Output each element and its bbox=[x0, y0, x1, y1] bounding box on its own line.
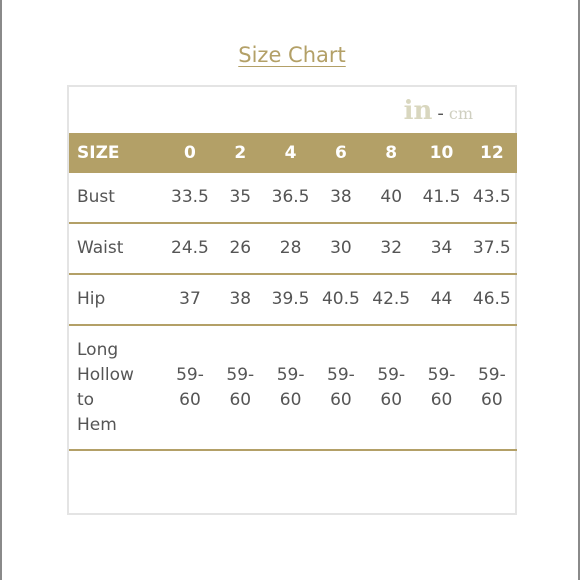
table-cell: 37.5 bbox=[472, 238, 511, 258]
table-cell bbox=[416, 363, 466, 413]
table-row-waist bbox=[69, 224, 517, 275]
table-cell: 40 bbox=[380, 187, 403, 207]
table-cell: 41.5 bbox=[422, 187, 461, 207]
header-size-label: SIZE bbox=[77, 142, 120, 163]
cell-line: 59- bbox=[427, 364, 456, 385]
table-cell: 43.5 bbox=[472, 187, 511, 207]
cell-line: 60 bbox=[430, 389, 453, 410]
size-chart-card bbox=[67, 85, 517, 515]
row-label: Bust bbox=[77, 187, 115, 207]
table-row-bust bbox=[69, 173, 517, 224]
table-cell: 33.5 bbox=[171, 187, 209, 207]
header-size-cell: 10 bbox=[429, 142, 454, 163]
table-cell bbox=[366, 363, 416, 413]
table-cell: 36.5 bbox=[271, 187, 310, 207]
table-header-row bbox=[69, 133, 517, 173]
row-label-line: Long bbox=[77, 339, 119, 360]
table-cell: 38 bbox=[229, 289, 252, 309]
table-cell: 30 bbox=[330, 238, 352, 258]
table-cell: 34 bbox=[430, 238, 453, 258]
table-cell bbox=[316, 363, 366, 413]
size-chart-title-link[interactable]: Size Chart bbox=[238, 43, 346, 67]
table-cell: 40.5 bbox=[321, 289, 360, 309]
cell-line: 59- bbox=[377, 364, 406, 385]
header-size-cell: 0 bbox=[184, 142, 196, 163]
cell-line: 60 bbox=[330, 389, 352, 410]
table-cell: 32 bbox=[380, 238, 403, 258]
table-row-long-hollow-to-hem bbox=[69, 326, 517, 451]
cell-line: 60 bbox=[279, 389, 302, 410]
cell-line: 59- bbox=[176, 364, 204, 385]
row-label-line: Hollow bbox=[77, 364, 134, 385]
table-cell bbox=[165, 363, 215, 413]
table-cell: 28 bbox=[279, 238, 302, 258]
table-cell: 42.5 bbox=[372, 289, 411, 309]
table-cell: 35 bbox=[229, 187, 252, 207]
row-label-line: Hem bbox=[77, 414, 117, 435]
unit-separator: - bbox=[437, 103, 444, 124]
table-cell: 24.5 bbox=[171, 238, 209, 258]
table-cell: 39.5 bbox=[271, 289, 310, 309]
table-cell bbox=[265, 363, 315, 413]
row-label bbox=[69, 338, 165, 438]
cell-line: 59- bbox=[226, 364, 255, 385]
table-cell: 44 bbox=[430, 289, 453, 309]
row-label: Hip bbox=[77, 289, 106, 309]
header-size-cell: 8 bbox=[385, 142, 398, 163]
unit-inches-option[interactable]: in bbox=[403, 96, 433, 126]
table-cell: 37 bbox=[179, 289, 201, 309]
header-size-cell: 2 bbox=[234, 142, 247, 163]
cell-line: 60 bbox=[179, 389, 201, 410]
cell-line: 60 bbox=[380, 389, 403, 410]
header-size-cell: 12 bbox=[479, 142, 504, 163]
size-table bbox=[69, 133, 517, 451]
unit-toggle bbox=[404, 96, 473, 126]
cell-line: 59- bbox=[477, 364, 506, 385]
table-row-hip bbox=[69, 275, 517, 326]
cell-line: 59- bbox=[276, 364, 305, 385]
table-cell bbox=[467, 363, 517, 413]
header-size-cell: 6 bbox=[334, 142, 347, 163]
table-cell: 38 bbox=[330, 187, 352, 207]
table-cell: 26 bbox=[229, 238, 252, 258]
header-size-cell: 4 bbox=[284, 142, 297, 163]
row-label: Waist bbox=[77, 238, 124, 258]
table-cell bbox=[215, 363, 265, 413]
row-label-line: to bbox=[77, 389, 95, 410]
cell-line: 60 bbox=[229, 389, 252, 410]
cell-line: 60 bbox=[481, 389, 503, 410]
unit-centimeters-option[interactable]: cm bbox=[448, 104, 473, 123]
table-cell: 46.5 bbox=[472, 289, 511, 309]
cell-line: 59- bbox=[327, 364, 355, 385]
